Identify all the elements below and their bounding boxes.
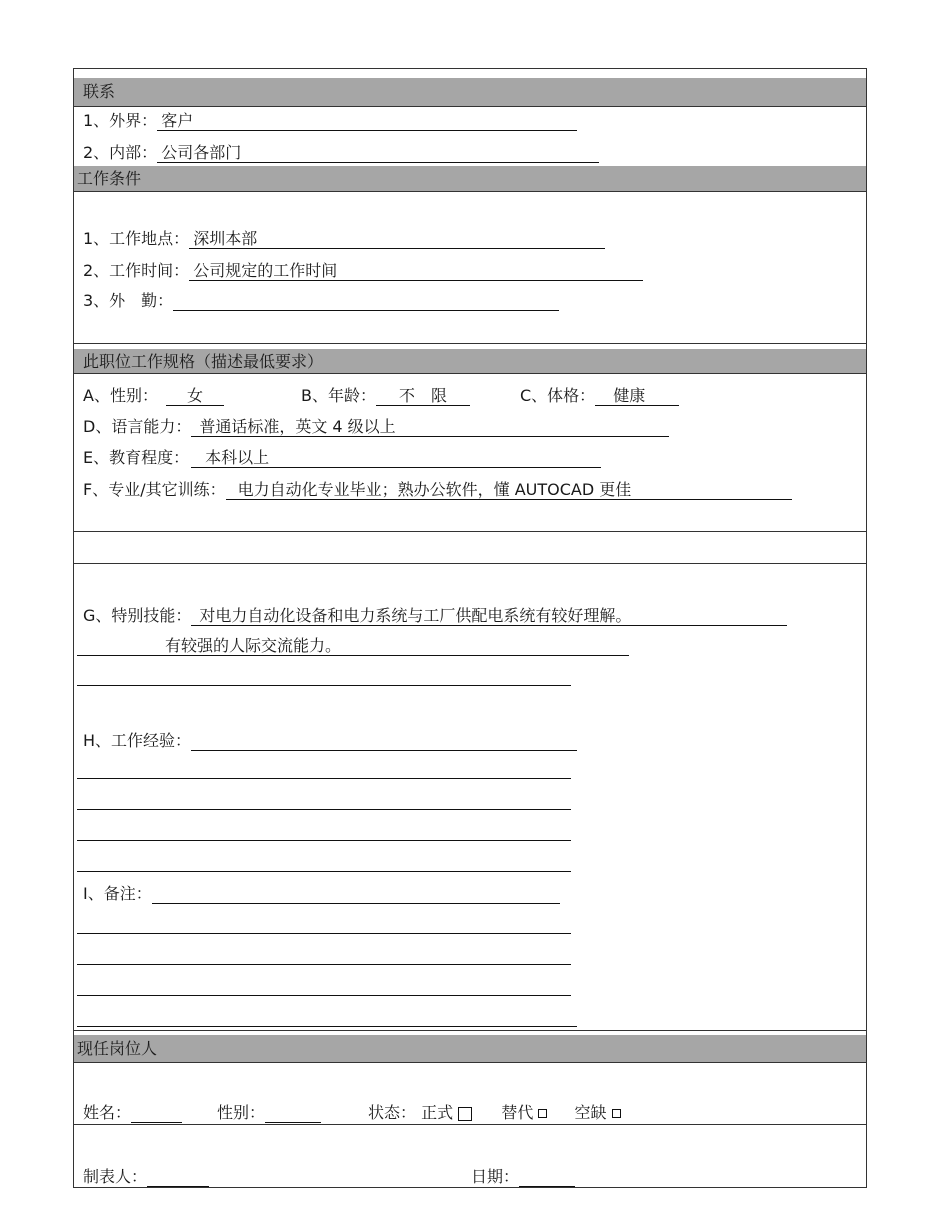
special-skills-row (83, 606, 787, 626)
contact-internal-row (83, 143, 599, 163)
experience-label: H、工作经验： (83, 731, 192, 750)
skills-field-line1[interactable]: 对电力自动化设备和电力系统与工厂供配电系统有较好理解。 (191, 606, 787, 626)
status-substitute-option[interactable] (501, 1103, 552, 1122)
remarks-blank-line[interactable] (77, 995, 571, 996)
job-description-form (73, 68, 867, 1188)
skills-field-line2[interactable]: 有较强的人际交流能力。 (77, 636, 629, 656)
training-label: F、专业/其它训练： (83, 480, 226, 499)
gender-item (83, 386, 224, 406)
training-row (83, 480, 792, 500)
incumbent-name-field[interactable] (131, 1103, 182, 1123)
field-work-field[interactable] (173, 291, 559, 311)
divider (74, 531, 866, 532)
experience-blank-line[interactable] (77, 871, 571, 872)
status-substitute-label: 替代 (501, 1103, 534, 1122)
education-label: E、教育程度： (83, 448, 190, 467)
contact-internal-label: 2、内部： (83, 143, 158, 162)
contact-external-field[interactable]: 客户 (157, 111, 577, 131)
education-row (83, 448, 601, 468)
gender-field[interactable]: 女 (166, 386, 224, 406)
remarks-blank-line[interactable] (77, 964, 571, 965)
experience-blank-line[interactable] (77, 809, 571, 810)
remarks-blank-line[interactable] (77, 1026, 577, 1027)
incumbent-gender-label: 性别： (217, 1103, 266, 1122)
conditions-header-text: 工作条件 (77, 169, 142, 188)
status-vacant-option[interactable] (575, 1103, 621, 1122)
divider (74, 563, 866, 564)
language-label: D、语言能力： (83, 417, 192, 436)
physique-item (520, 386, 679, 406)
contact-external-label: 1、外界： (83, 111, 158, 130)
incumbent-name-item (83, 1103, 182, 1123)
age-label: B、年龄： (301, 386, 376, 405)
work-hours-row (83, 261, 643, 281)
incumbent-status-item (368, 1103, 621, 1123)
status-formal-checkbox[interactable] (458, 1107, 472, 1121)
incumbent-header-text: 现任岗位人 (77, 1039, 158, 1058)
language-field[interactable]: 普通话标准，英文 4 级以上 (191, 417, 669, 437)
language-row (83, 417, 669, 437)
skills-blank-line[interactable] (77, 685, 571, 686)
divider (74, 1030, 866, 1031)
conditions-section-header (74, 166, 866, 191)
skills-label: G、特别技能： (83, 606, 192, 625)
remarks-field[interactable] (152, 884, 560, 904)
contact-header-text: 联系 (83, 82, 116, 101)
field-work-label: 3、外 勤： (83, 291, 174, 310)
education-field[interactable]: 本科以上 (191, 448, 601, 468)
incumbent-gender-field[interactable] (265, 1103, 321, 1123)
incumbent-name-label: 姓名： (83, 1103, 132, 1122)
work-hours-field[interactable]: 公司规定的工作时间 (189, 261, 643, 281)
remarks-label: I、备注： (83, 884, 152, 903)
contact-section-header (74, 78, 866, 106)
preparer-label: 制表人： (83, 1167, 148, 1186)
work-location-row (83, 229, 605, 249)
divider (74, 1062, 866, 1063)
divider (74, 343, 866, 344)
status-substitute-checkbox[interactable] (538, 1109, 547, 1118)
status-formal-label: 正式 (421, 1103, 454, 1122)
training-field[interactable]: 电力自动化专业毕业；熟办公软件，懂 AUTOCAD 更佳 (226, 480, 792, 500)
work-location-label: 1、工作地点： (83, 229, 190, 248)
age-field[interactable]: 不 限 (376, 386, 470, 406)
preparer-item (83, 1167, 209, 1187)
remarks-blank-line[interactable] (77, 933, 571, 934)
date-item (471, 1167, 575, 1187)
work-hours-label: 2、工作时间： (83, 261, 190, 280)
date-label: 日期： (471, 1167, 520, 1186)
experience-blank-line[interactable] (77, 778, 571, 779)
divider (74, 191, 866, 192)
contact-external-row (83, 111, 577, 131)
specs-header-text: 此职位工作规格（描述最低要求） (83, 352, 324, 371)
divider (74, 373, 866, 374)
experience-field[interactable] (191, 731, 577, 751)
specs-section-header (74, 349, 866, 373)
special-skills-row-2 (77, 636, 629, 656)
contact-internal-field[interactable]: 公司各部门 (157, 143, 599, 163)
field-work-row (83, 291, 559, 311)
preparer-field[interactable] (147, 1167, 209, 1187)
age-item (301, 386, 470, 406)
physique-label: C、体格： (520, 386, 596, 405)
incumbent-gender-item (217, 1103, 321, 1123)
divider (74, 1124, 866, 1125)
work-experience-row (83, 731, 577, 751)
divider (74, 106, 866, 107)
status-vacant-checkbox[interactable] (612, 1109, 621, 1118)
physique-field[interactable]: 健康 (595, 386, 679, 406)
incumbent-section-header (74, 1035, 866, 1062)
gender-label: A、性别： (83, 386, 158, 405)
status-formal-option[interactable] (421, 1103, 477, 1122)
date-field[interactable] (519, 1167, 575, 1187)
status-vacant-label: 空缺 (574, 1103, 607, 1122)
experience-blank-line[interactable] (77, 840, 571, 841)
incumbent-status-label: 状态： (368, 1103, 417, 1122)
remarks-row (83, 884, 560, 904)
work-location-field[interactable]: 深圳本部 (189, 229, 605, 249)
